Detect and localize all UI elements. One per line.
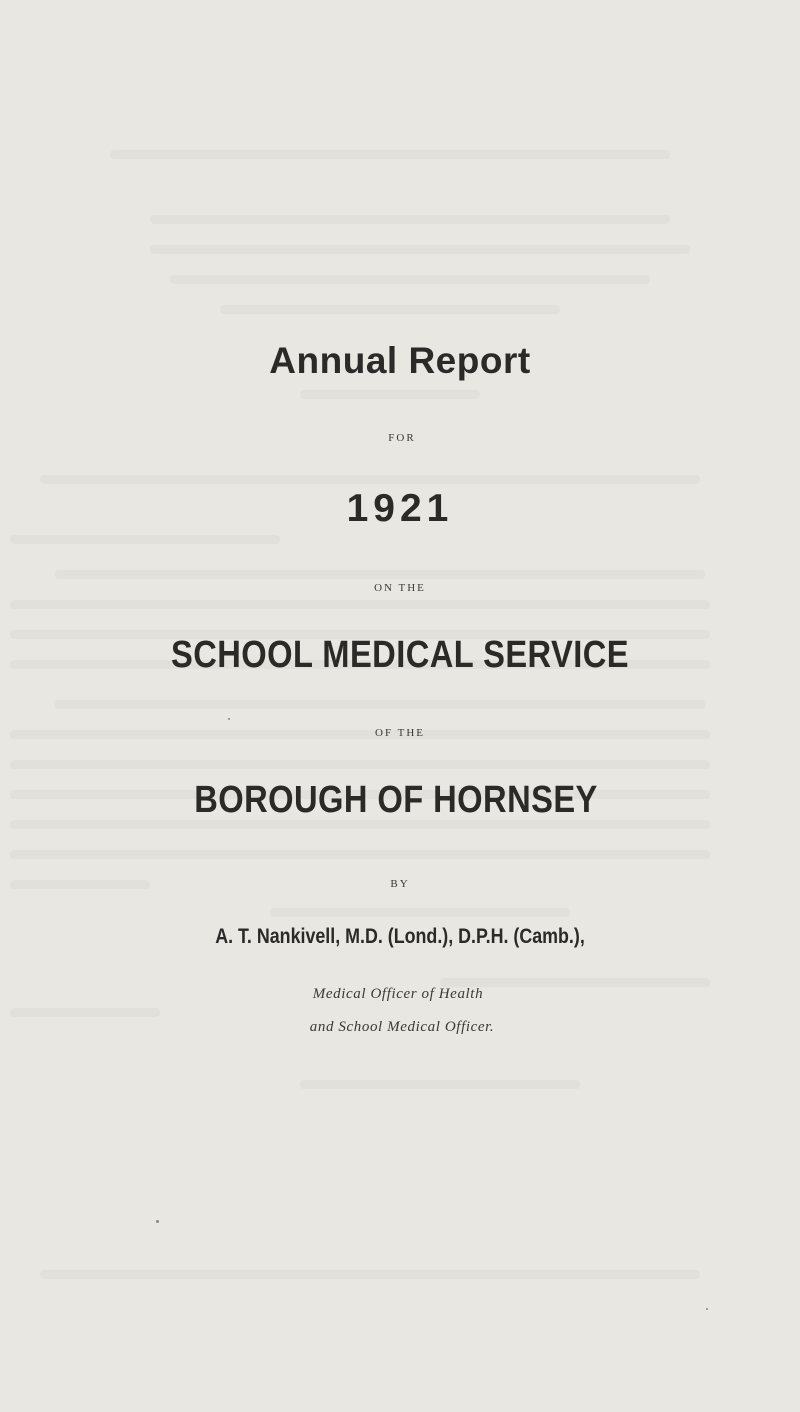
show-through-line bbox=[10, 850, 710, 859]
show-through-line bbox=[170, 275, 650, 284]
for-label: FOR bbox=[388, 432, 416, 444]
report-year: 1921 bbox=[346, 487, 454, 530]
show-through-line bbox=[10, 760, 710, 769]
author-name: A. T. Nankivell, M.D. (Lond.), D.P.H. (Camb.), bbox=[215, 925, 585, 948]
on-the-label: ON THE bbox=[374, 582, 426, 594]
show-through-line bbox=[110, 150, 670, 159]
report-title: Annual Report bbox=[269, 340, 531, 381]
show-through-line bbox=[10, 1008, 160, 1017]
service-heading: SCHOOL MEDICAL SERVICE bbox=[170, 634, 629, 676]
of-the-label: OF THE bbox=[375, 727, 425, 739]
by-label: BY bbox=[390, 878, 410, 890]
show-through-line bbox=[220, 305, 560, 314]
show-through-line bbox=[150, 215, 670, 224]
show-through-line bbox=[10, 535, 280, 544]
paper-speck bbox=[156, 1220, 159, 1223]
show-through-line bbox=[300, 1080, 580, 1089]
borough-heading: BOROUGH OF HORNSEY bbox=[194, 779, 598, 821]
show-through-line bbox=[40, 475, 700, 484]
show-through-line bbox=[55, 700, 705, 709]
show-through-line bbox=[300, 390, 480, 399]
author-role-line-2: and School Medical Officer. bbox=[309, 1019, 495, 1035]
paper-speck bbox=[706, 1308, 708, 1310]
show-through-line bbox=[150, 245, 690, 254]
author-role-line-1: Medical Officer of Health bbox=[312, 986, 484, 1002]
show-through-line bbox=[10, 600, 710, 609]
show-through-line bbox=[40, 1270, 700, 1279]
paper-speck bbox=[228, 718, 230, 720]
show-through-line bbox=[55, 570, 705, 579]
show-through-line bbox=[270, 908, 570, 917]
